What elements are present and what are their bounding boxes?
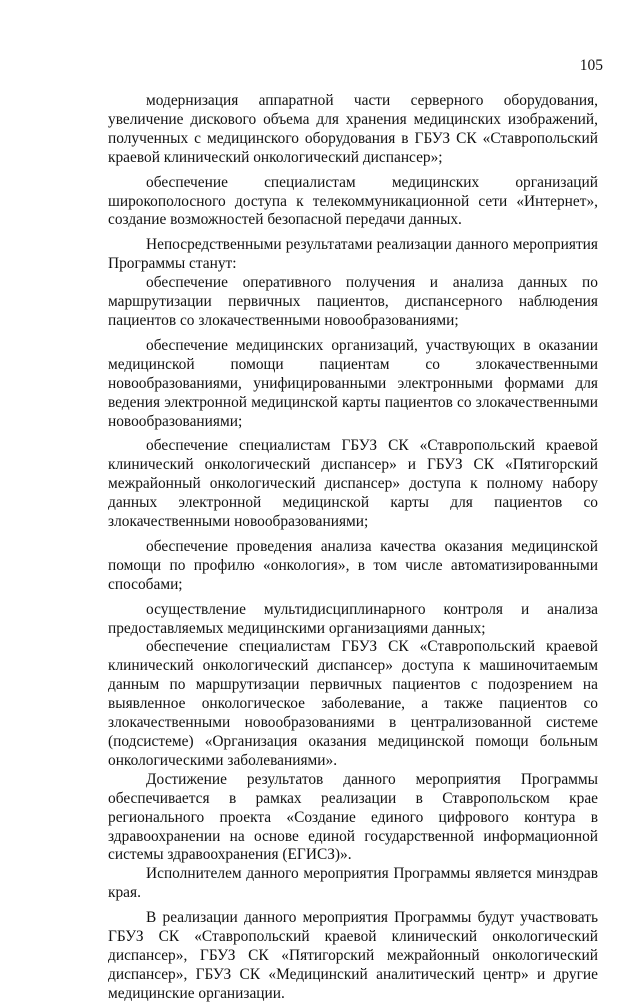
paragraph-quality-analysis: обеспечение проведения анализа качества оказания медицинской помощи по профилю «онкология», в том числе автоматизированными способами; bbox=[108, 537, 598, 593]
paragraph-direct-results: Непосредственными результатами реализации данного мероприятия Программы станут: bbox=[108, 236, 598, 273]
paragraph-multidisciplinary-control: осуществление мультидисциплинарного контроля и анализа предоставляемых медицинскими организациями данных; bbox=[108, 600, 598, 637]
paragraph-electronic-forms: обеспечение медицинских организаций, участвующих в оказании медицинской помощи пациентам со злокачественными новообразованиями, унифицированными электронными формами для ведения электронной медицинской карты пациентов со злокачественными новообразованиями; bbox=[108, 336, 598, 430]
page-number: 105 bbox=[579, 57, 603, 74]
paragraph-broadband-access: обеспечение специалистам медицинских организаций широкополосного доступа к телекоммуникационной сети «Интернет», создание возможностей безопасной передачи данных. bbox=[108, 173, 598, 229]
paragraph-machine-readable-data: обеспечение специалистам ГБУЗ СК «Ставропольский краевой клинический онкологический диспансер» доступа к машиночитаемым данным по маршрутизации первичных пациентов с подозрением на выявленное онкологическое заболевание, а также пациентов со злокачественными новообразованиями в централизованной системе (подсистеме) «Организация оказания медицинской помощи больным онкологическими заболеваниями». bbox=[108, 638, 598, 769]
body-text bbox=[108, 92, 598, 1004]
paragraph-participants: В реализации данного мероприятия Программы будут участвовать ГБУЗ СК «Ставропольский краевой клинический онкологический диспансер», ГБУЗ СК «Пятигорский межрайонный онкологический диспансер», ГБУЗ СК «Медицинский аналитический центр» и другие медицинские организации. bbox=[108, 909, 598, 1002]
paragraph-emr-access: обеспечение специалистам ГБУЗ СК «Ставропольский краевой клинический онкологический диспансер» и ГБУЗ СК «Пятигорский межрайонный онкологический диспансер» доступа к полному набору данных электронной медицинской карты для пациентов со злокачественными новообразованиями; bbox=[108, 437, 598, 531]
paragraph-routing-analysis: обеспечение оперативного получения и анализа данных по маршрутизации первичных пациентов, диспансерного наблюдения пациентов со злокачественными новообразованиями; bbox=[108, 274, 598, 329]
paragraph-regional-project: Достижение результатов данного мероприятия Программы обеспечивается в рамках реализации в Ставропольском крае регионального проекта «Создание единого цифрового контура в здравоохранении на основе единой государственной информационной системы здравоохранения (ЕГИСЗ)». bbox=[108, 770, 598, 864]
paragraph-server-modernization: модернизация аппаратной части серверного оборудования, увеличение дискового объема для хранения медицинских изображений, полученных с медицинского оборудования в ГБУЗ СК «Ставропольский краевой клинический онкологический диспансер»; bbox=[108, 92, 598, 166]
paragraph-executor: Исполнителем данного мероприятия Программы является минздрав края. bbox=[108, 865, 598, 902]
